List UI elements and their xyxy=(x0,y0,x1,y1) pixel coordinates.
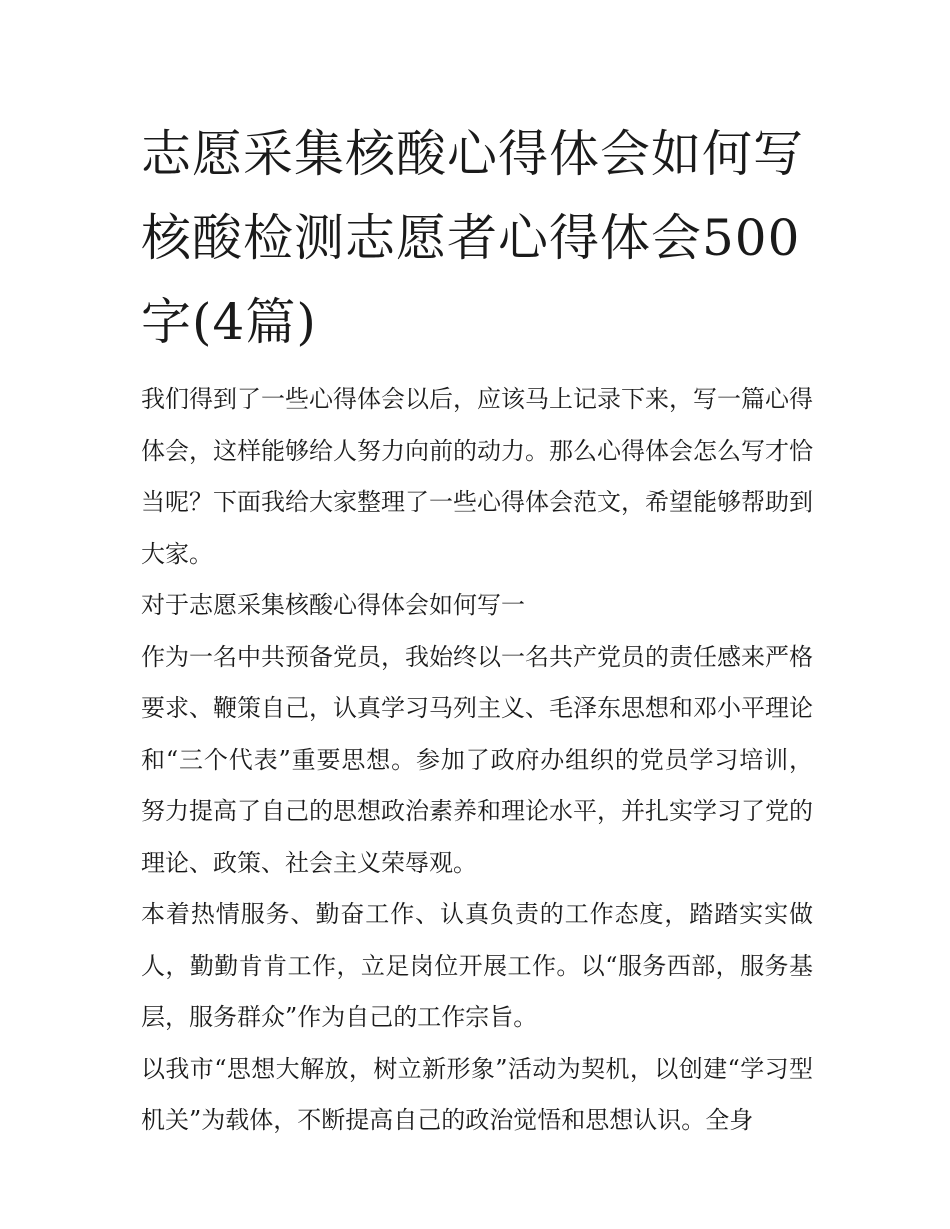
document-page xyxy=(141,112,813,1147)
document-title: 志愿采集核酸心得体会如何写核酸检测志愿者心得体会500字(4篇) xyxy=(141,125,804,351)
body-paragraph: 以我市“思想大解放，树立新形象”活动为契机，以创建“学习型机关”为载体，不断提高自己的政治觉悟和思想认识。全身 xyxy=(141,1054,813,1134)
intro-paragraph: 我们得到了一些心得体会以后，应该马上记录下来，写一篇心得体会，这样能够给人努力向前的动力。那么心得体会怎么写才恰当呢？下面我给大家整理了一些心得体会范文，希望能够帮助到大家。 xyxy=(141,385,813,568)
body-paragraph: 作为一名中共预备党员，我始终以一名共产党员的责任感来严格要求、鞭策自己，认真学习马列主义、毛泽东思想和邓小平理论和“三个代表”重要思想。参加了政府办组织的党员学习培训，努力提高了自己的思想政治素养和理论水平，并扎实学习了党的理论、政策、社会主义荣辱观。 xyxy=(141,642,813,877)
body-paragraph: 本着热情服务、勤奋工作、认真负责的工作态度，踏踏实实做人，勤勤肯肯工作，立足岗位开展工作。以“服务西部，服务基层，服务群众”作为自己的工作宗旨。 xyxy=(141,900,813,1031)
section-heading: 对于志愿采集核酸心得体会如何写一 xyxy=(141,591,525,619)
